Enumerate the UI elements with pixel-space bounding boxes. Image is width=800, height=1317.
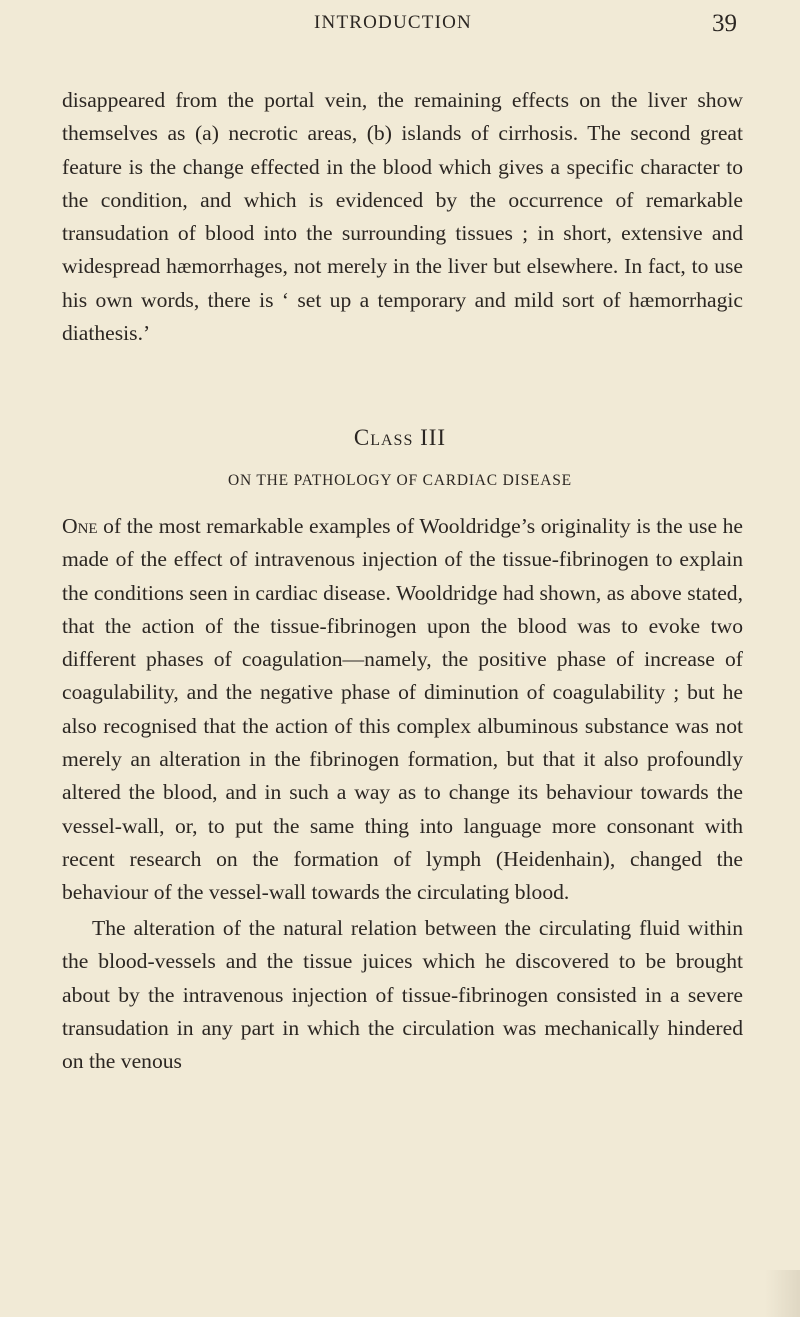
paragraph-final: The alteration of the natural relation between the circulating fluid within the blood-vessels and the tissue juices which he discovered to be brought about by the intravenous injection of tissue-fibrinogen consisted in a severe transudation in any part in which the circulation was mechanically hindered on the venous xyxy=(62,916,743,1074)
running-title: INTRODUCTION xyxy=(314,12,472,33)
paragraph-body: of the most remarkable examples of Wooldridge’s originality is the use he made of the effect of intravenous injection of the tissue-fibrinogen to explain the conditions seen in cardiac disease. Wooldridge had shown, as above stated, that the action of the tissue-fibrinogen upon the blood was to evoke two different phases of coagulation—namely, the positive phase of increase of coagulability, and the negative phase of diminution of coagulability ; but he also recognised that the action of this complex albuminous substance was not merely an alteration in the fibrinogen formation, but that it also profoundly altered the blood, and in such a way as to change its behaviour towards the vessel-wall, or, to put the same thing into language more consonant with recent research on the formation of lymph (Heidenhain), changed the behaviour of the vessel-wall towards the circulating blood. xyxy=(62,514,743,905)
running-head xyxy=(0,10,800,42)
paragraph-lead-in: One xyxy=(62,514,98,538)
paragraph-continued: disappeared from the portal vein, the remaining effects on the liver show themselves as (a) necrotic areas, (b) islands of cirrhosis. The second great feature is the change effected in the blood which gives a specific character to the condition, and which is evidenced by the occurrence of remarkable transudation of blood into the surrounding tissues ; in short, extensive and widespread hæmorrhages, not merely in the liver but elsewhere. In fact, to use his own words, there is ‘ set up a temporary and mild sort of hæmorrhagic diathesis.’ xyxy=(62,88,743,346)
page-edge-shading xyxy=(765,1270,800,1317)
paragraph-section-opening xyxy=(62,510,743,910)
section-heading: Class III xyxy=(353,425,447,450)
section-subheading: ON THE PATHOLOGY OF CARDIAC DISEASE xyxy=(228,472,572,489)
page-number: 39 xyxy=(712,10,737,37)
